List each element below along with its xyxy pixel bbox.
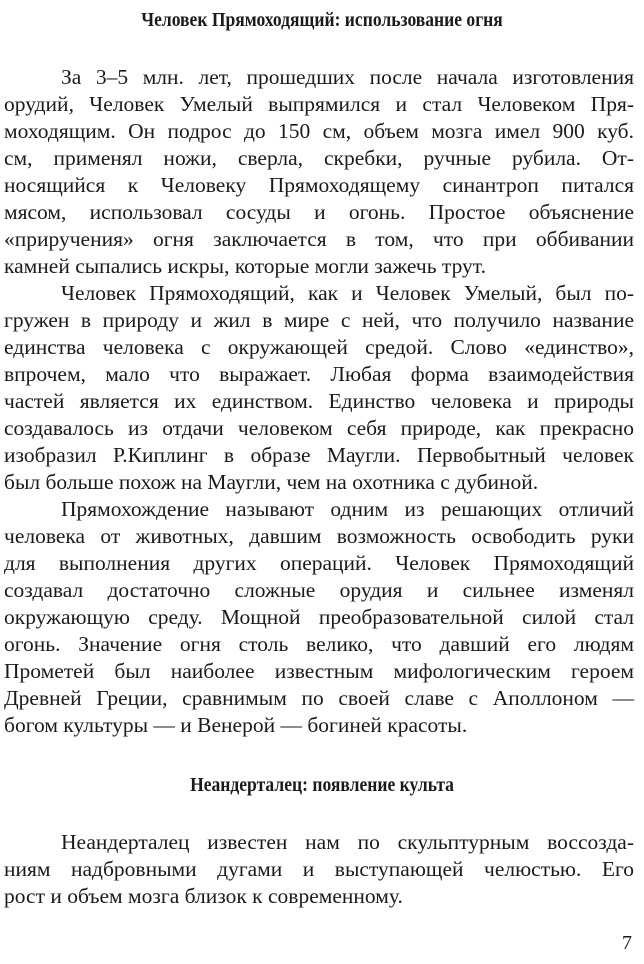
text-line: За 3–5 млн. лет, прошедших после начала изготовления (61, 65, 634, 89)
text-line: для выполнения других операций. Человек Прямоходящий (4, 551, 634, 575)
text-line: Прометей был наиболее известным мифологическим героем (4, 659, 634, 683)
text-line: единства человека с окружающей средой. Слово «единство», (4, 335, 634, 359)
page-number: 7 (622, 932, 632, 954)
text-line: Человек Прямоходящий, как и Человек Умелый, был по- (61, 281, 634, 305)
text-line: «приручения» огня заключается в том, что при оббивании (4, 227, 634, 251)
text-line: орудий, Человек Умелый выпрямился и стал Человеком Пря- (4, 92, 634, 116)
text-line: моходящим. Он подрос до 150 см, объем мозга имел 900 куб. (4, 119, 634, 143)
text-line: рост и объем мозга близок к современному. (4, 884, 403, 908)
text-line: см, применял ножи, сверла, скребки, ручные рубила. От- (4, 146, 634, 170)
text-line: мясом, использовал сосуды и огонь. Простое объяснение (4, 200, 634, 224)
text-line: был больше похож на Маугли, чем на охотника с дубиной. (4, 470, 539, 494)
section-heading: Человек Прямоходящий: использование огня (141, 10, 503, 31)
section-heading: Неандерталец: появление культа (190, 775, 454, 796)
text-line: огонь. Значение огня столь велико, что давший его людям (4, 632, 634, 656)
text-line: частей является их единством. Единство человека и природы (4, 389, 634, 413)
paragraph (4, 280, 634, 496)
text-line: создавалось из отдачи человеком себя природе, как прекрасно (4, 416, 634, 440)
paragraph (4, 64, 634, 280)
text-line: Древней Греции, сравнимым по своей славе с Аполлоном — (4, 686, 634, 710)
text-line: гружен в природу и жил в мире с ней, что получило название (4, 308, 634, 332)
text-line: окружающую среду. Мощной преобразовательной силой стал (4, 605, 634, 629)
text-line: камней сыпались искры, которые могли зажечь трут. (4, 254, 486, 278)
paragraph (4, 829, 634, 910)
text-line: богом культуры — и Венерой — богиней красоты. (4, 713, 468, 737)
text-line: ниям надбровными дугами и выступающей челюстью. Его (4, 857, 634, 881)
text-line: Неандерталец известен нам по скульптурным воссозда- (61, 830, 634, 854)
text-line: человека от животных, давшим возможность освободить руки (4, 524, 634, 548)
text-line: изобразил Р.Киплинг в образе Маугли. Первобытный человек (4, 443, 634, 467)
text-line: носящийся к Человеку Прямоходящему синантроп питался (4, 173, 634, 197)
text-line: Прямохождение называют одним из решающих отличий (61, 497, 634, 521)
paragraph (4, 496, 634, 739)
text-line: впрочем, мало что выражает. Любая форма взаимодействия (4, 362, 634, 386)
text-line: создавал достаточно сложные орудия и сильнее изменял (4, 578, 634, 602)
